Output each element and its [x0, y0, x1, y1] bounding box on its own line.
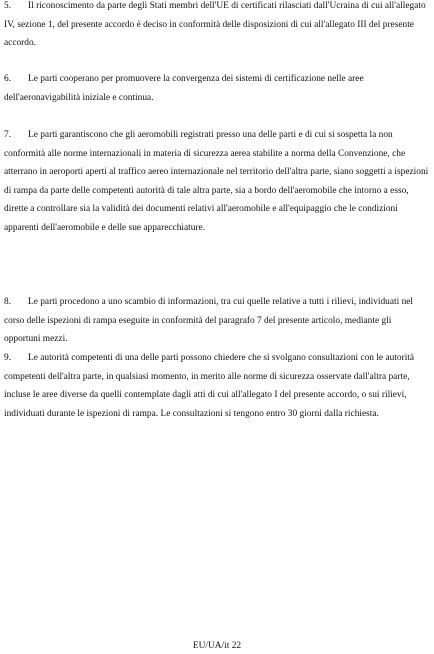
paragraph-9 [4, 349, 430, 423]
paragraph-number: 8. [4, 297, 12, 307]
paragraph-7 [4, 126, 430, 237]
paragraph-6 [4, 70, 430, 107]
paragraph-number: 9. [4, 353, 12, 363]
paragraph-text: Le parti cooperano per promuovere la convergenza dei sistemi di certificazione nelle aree dell'aeronavigabilità iniziale e continua. [4, 74, 364, 103]
paragraph-number: 6. [4, 74, 12, 84]
paragraph-number: 7. [4, 130, 12, 140]
paragraph-text: Le parti garantiscono che gli aeromobili registrati presso una delle parti e di cui si sospetta la non conformità alle norme internazionali in materia di sicurezza aerea stabilite a norma della Convenzione, che atterrano in aeroporti aperti al traffico aereo internazionale nel territorio dell'altra parte, siano soggetti a ispezioni di rampa da parte delle competenti autorità di tale altra parte, sia a bordo dell'aeromobile che intorno a esso, dirette a controllare sia la validità dei documenti relativi all'aeromobile e all'equipaggio che le condizioni apparenti dell'aeromobile e delle sue apparecchiature. [4, 130, 429, 233]
paragraph-number: 5. [4, 1, 12, 11]
paragraph-text: Le autorità competenti di una delle parti possono chiedere che si svolgano consultazioni con le autorità competenti dell'altra parte, in qualsiasi momento, in merito alle norme di sicurezza osservate dall'altra parte, incluse le aree diverse da quelli contemplate dagli atti di cui all'allegato I del presente accordo, o sui rilievi, individuati durante le ispezioni di rampa. Le consultazioni si tengono entro 30 giorni dalla richiesta. [4, 353, 415, 419]
page-footer: EU/UA/it 22 [192, 641, 242, 651]
paragraph-text: Le parti procedono a uno scambio di informazioni, tra cui quelle relative a tutti i rilievi, individuati nel corso delle ispezioni di rampa eseguite in conformità del paragrafo 7 del presente articolo, mediante gli opportuni mezzi. [4, 297, 414, 344]
paragraph-5 [4, 0, 430, 53]
paragraph-8 [4, 293, 430, 349]
paragraph-text: Il riconoscimento da parte degli Stati membri dell'UE di certificati rilasciati dall'Ucraina di cui all'allegato IV, sezione 1, del presente accordo è deciso in conformità delle disposizioni di cui all'allegato III del presente accordo. [4, 1, 426, 48]
